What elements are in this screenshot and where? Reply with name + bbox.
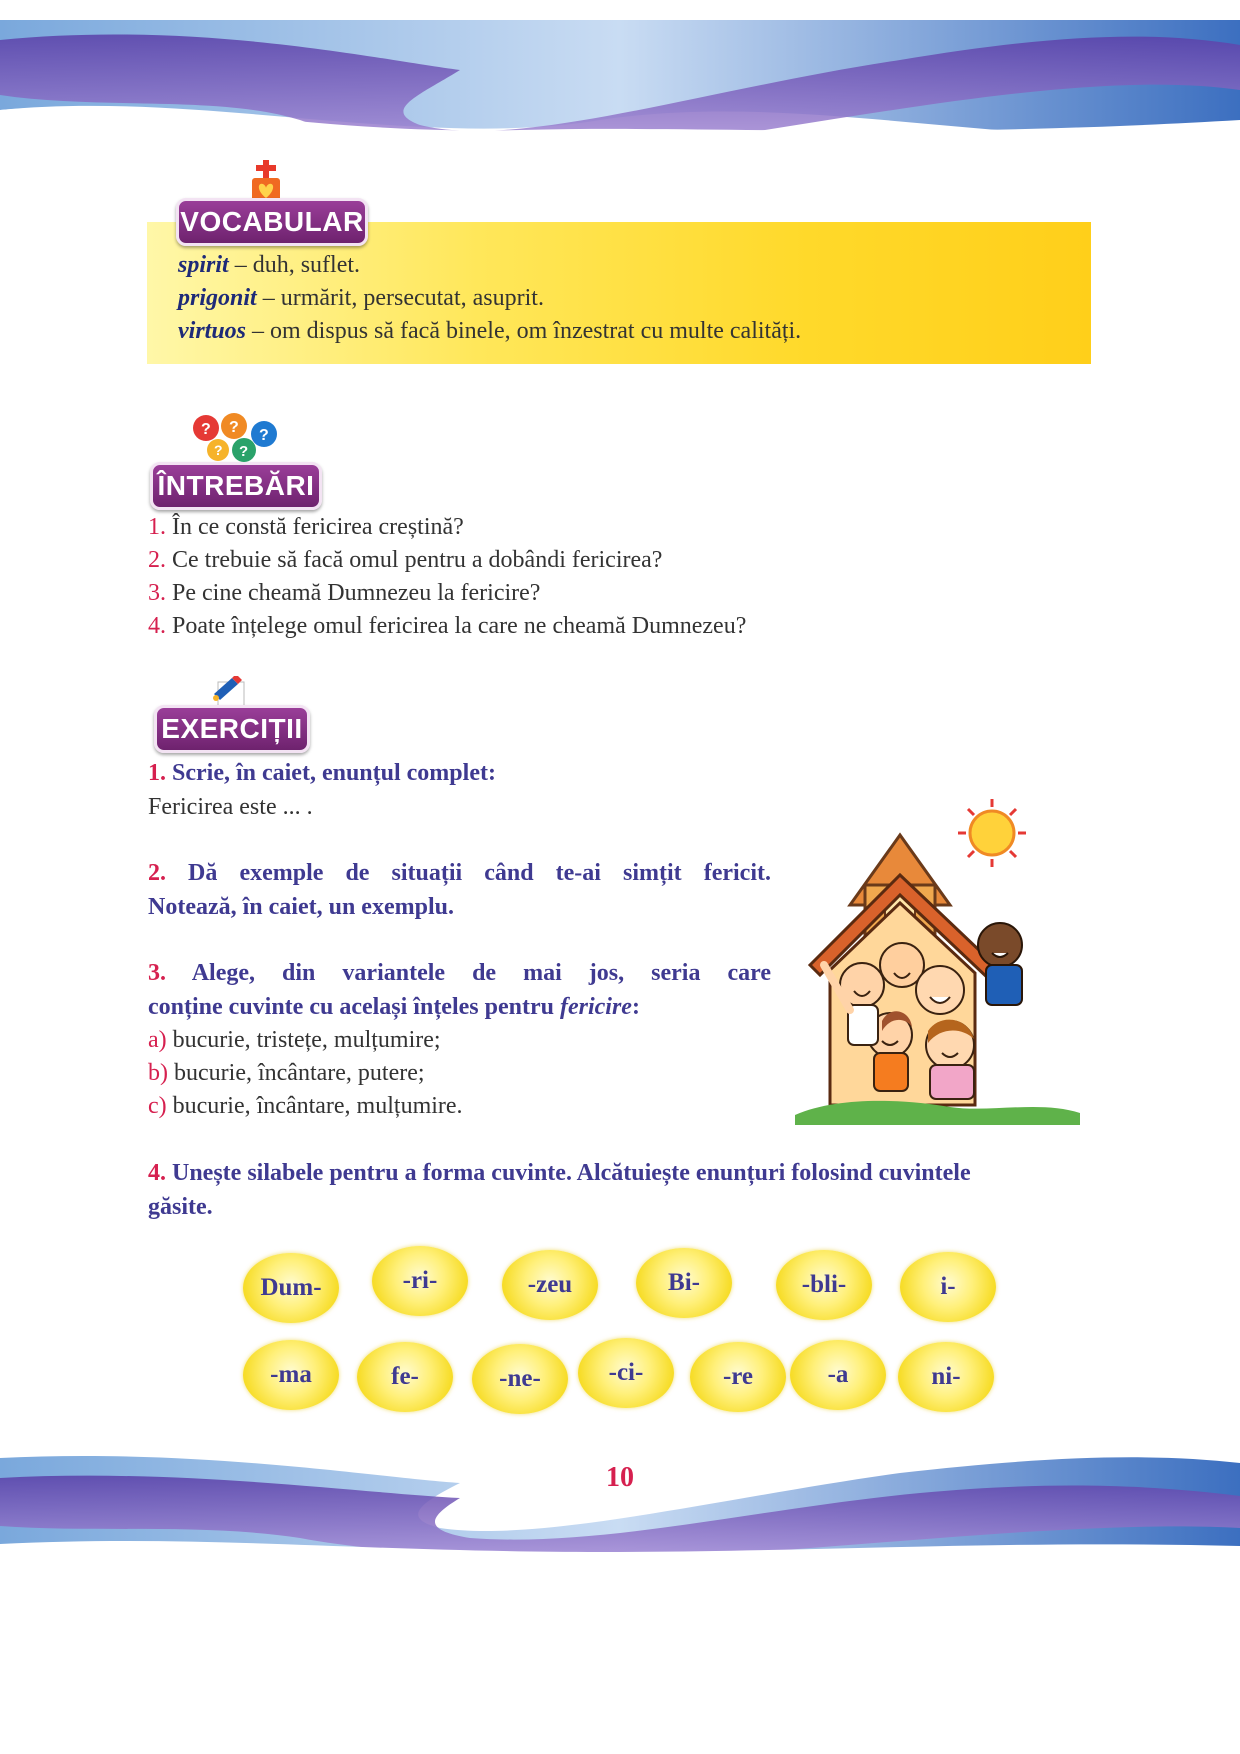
exercise-1-text: Fericirea este ... .: [148, 794, 313, 820]
exercise-3-title: [148, 960, 771, 987]
syllable-bubble: Dum-: [243, 1253, 339, 1323]
syllable-bubble: -a: [790, 1340, 886, 1410]
vocabulary-definition: – duh, suflet.: [228, 252, 361, 278]
vocabulary-term: spirit: [178, 252, 229, 278]
syllable-bubble: Bi-: [636, 1248, 732, 1318]
exercise-number: 1.: [148, 760, 166, 786]
option-text: bucurie, încântare, putere;: [168, 1060, 425, 1086]
question-text: În ce constă fericirea creștină?: [166, 514, 464, 540]
syllable-bubble: -ne-: [472, 1344, 568, 1414]
question-number: 4.: [148, 613, 166, 639]
question-item: [148, 580, 540, 607]
exercise-number: 4.: [148, 1160, 166, 1186]
option-item: [148, 1093, 463, 1120]
question-number: 3.: [148, 580, 166, 606]
option-letter: c): [148, 1093, 167, 1119]
syllable-bubble: -ci-: [578, 1338, 674, 1408]
vocabulary-term: virtuos: [178, 318, 247, 344]
vocabulary-definition: – om dispus să facă binele, om înzestrat cu multe calități.: [246, 318, 802, 344]
question-text: Ce trebuie să facă omul pentru a dobândi fericirea?: [166, 547, 663, 573]
syllable-bubble: ni-: [898, 1342, 994, 1412]
question-item: [148, 514, 464, 541]
vocabulary-badge-label: VOCABULAR: [180, 206, 364, 237]
option-letter: b): [148, 1060, 168, 1086]
exercises-badge-label: EXERCIȚII: [161, 713, 303, 744]
option-text: bucurie, tristețe, mulțumire;: [166, 1027, 441, 1053]
exercise-number: 2.: [148, 860, 166, 886]
question-item: [148, 547, 662, 574]
exercise-2-line2: Notează, în caiet, un exemplu.: [148, 894, 454, 920]
syllable-bubble: i-: [900, 1252, 996, 1322]
syllable-bubble: -zeu: [502, 1250, 598, 1320]
exercise-4-instruction: Unește silabele pentru a forma cuvinte. Alcătuiește enunțuri folosind cuvintele: [166, 1160, 971, 1186]
svg-text:?: ?: [201, 421, 211, 438]
syllable-bubble: -bli-: [776, 1250, 872, 1320]
exercise-3-keyword: fericire: [559, 994, 632, 1020]
questions-badge: [150, 462, 322, 510]
exercise-4-title: [148, 1160, 971, 1187]
questions-badge-label: ÎNTREBĂRI: [157, 470, 315, 501]
top-wave-banner: [0, 0, 1240, 152]
svg-text:?: ?: [259, 427, 269, 444]
question-text: Poate înțelege omul fericirea la care ne cheamă Dumnezeu?: [166, 613, 747, 639]
question-number: 2.: [148, 547, 166, 573]
question-item: [148, 613, 746, 640]
vocabulary-badge: [176, 198, 368, 246]
page-number: 10: [606, 1462, 634, 1493]
svg-text:?: ?: [214, 442, 223, 458]
svg-text:?: ?: [229, 419, 239, 436]
exercise-1-title: [148, 760, 496, 787]
vocabulary-entry: [178, 285, 544, 312]
syllable-bubble: -ri-: [372, 1246, 468, 1316]
question-number: 1.: [148, 514, 166, 540]
syllable-bubble: -re: [690, 1342, 786, 1412]
vocabulary-entry: [178, 252, 360, 279]
exercise-3-line2: [148, 994, 640, 1021]
children-house-illustration: [790, 795, 1090, 1135]
exercises-badge: [154, 705, 310, 753]
question-text: Pe cine cheamă Dumnezeu la fericire?: [166, 580, 541, 606]
option-item: [148, 1060, 425, 1087]
vocabulary-term: prigonit: [178, 285, 257, 311]
vocabulary-entry: [178, 318, 801, 345]
exercise-3-instruction: Alege, din variantele de mai jos, seria care: [166, 960, 771, 986]
option-text: bucurie, încântare, mulțumire.: [166, 1093, 463, 1119]
syllable-bubble: -ma: [243, 1340, 339, 1410]
vocabulary-definition: – urmărit, persecutat, asuprit.: [256, 285, 544, 311]
exercise-number: 3.: [148, 960, 166, 986]
exercise-1-instruction: Scrie, în caiet, enunțul complet:: [166, 760, 496, 786]
exercise-4-line2: găsite.: [148, 1194, 213, 1220]
exercise-3-line2-text: conține cuvinte cu același înțeles pentru: [148, 994, 560, 1020]
syllable-bubble: fe-: [357, 1342, 453, 1412]
option-letter: a): [148, 1027, 167, 1053]
exercise-3-colon: :: [631, 994, 640, 1020]
question-bubbles-icon: [188, 412, 292, 464]
sun-icon: [958, 799, 1026, 867]
option-item: [148, 1027, 441, 1054]
exercise-2-instruction: Dă exemple de situații când te-ai simțit fericit.: [166, 860, 771, 886]
exercise-2-title: [148, 860, 771, 887]
svg-text:?: ?: [239, 443, 249, 460]
